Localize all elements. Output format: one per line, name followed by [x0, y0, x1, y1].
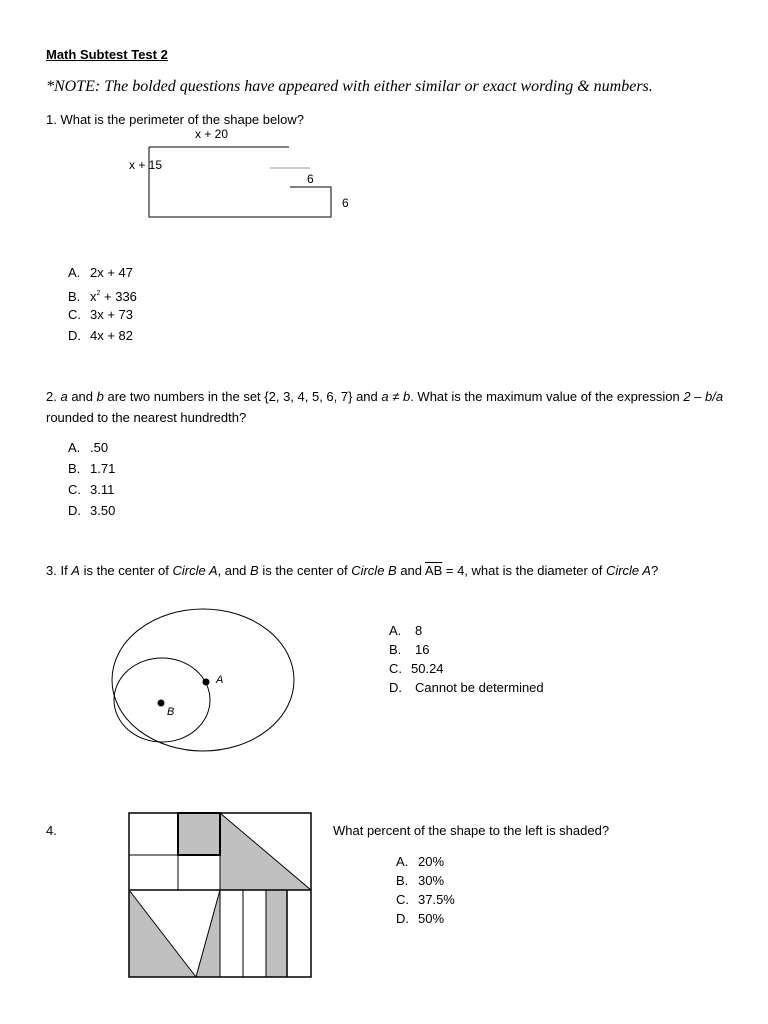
- segment-ab: $\overline{AB}$: [424, 563, 443, 578]
- shaded-top-square: [178, 813, 220, 855]
- q1-label-left: x + 15: [129, 158, 163, 172]
- q1-label-step: 6: [307, 172, 314, 186]
- q3-option-d[interactable]: D. Cannot be determined: [389, 680, 544, 695]
- q4-number: 4.: [46, 823, 57, 838]
- q4-option-b[interactable]: B. 30%: [396, 873, 445, 888]
- q2-option-a[interactable]: A. .50: [68, 440, 109, 455]
- label-a: A: [216, 674, 224, 686]
- q4-options: [396, 852, 455, 928]
- q3-option-a[interactable]: A. 8: [389, 623, 423, 638]
- q2-option-c[interactable]: C. 3.11: [68, 482, 115, 497]
- q4-option-d[interactable]: D. 50%: [396, 911, 445, 926]
- q4-option-a[interactable]: A. 20%: [396, 854, 445, 869]
- q4-prompt: What percent of the shape to the left is shaded?: [333, 823, 610, 838]
- q1-option-b[interactable]: B. $x^2 + 336$: [68, 289, 137, 304]
- label-b: B: [167, 706, 175, 718]
- q3-option-b[interactable]: B. 16: [389, 642, 430, 657]
- q2-prompt: 2. a and b are two numbers in the set {2, 3, 4, 5, 6, 7} and a ≠ b. What is the maximum value of the expression 2 – b/a rounded to the nearest hundredth?: [46, 389, 724, 425]
- q1-label-top: x + 20: [195, 127, 229, 141]
- note-text: *NOTE: The bolded questions have appeared with either similar or exact wording & numbers.: [46, 78, 653, 95]
- q1-option-d[interactable]: D. 4x + 82: [68, 328, 134, 343]
- page-title: Math Subtest Test 2: [46, 47, 168, 62]
- shaded-strip: [266, 890, 287, 977]
- q1-prompt: 1. What is the perimeter of the shape below?: [46, 112, 304, 127]
- q2-option-b[interactable]: B. 1.71: [68, 461, 116, 476]
- q3-prompt: 3. If A is the center of Circle A, and B is the center of Circle B and $\overline{AB} = 4$, what is the diameter of Circle A?: [46, 563, 659, 578]
- q1-option-a[interactable]: A. 2x + 47: [68, 265, 134, 280]
- q1-label-right: 6: [342, 196, 349, 210]
- q4-option-c[interactable]: C. 37.5%: [396, 892, 455, 907]
- q3-option-c[interactable]: C. 50.24: [389, 661, 444, 676]
- q1-option-c[interactable]: C. 3x + 73: [68, 307, 134, 322]
- q2-option-d[interactable]: D. 3.50: [68, 503, 116, 518]
